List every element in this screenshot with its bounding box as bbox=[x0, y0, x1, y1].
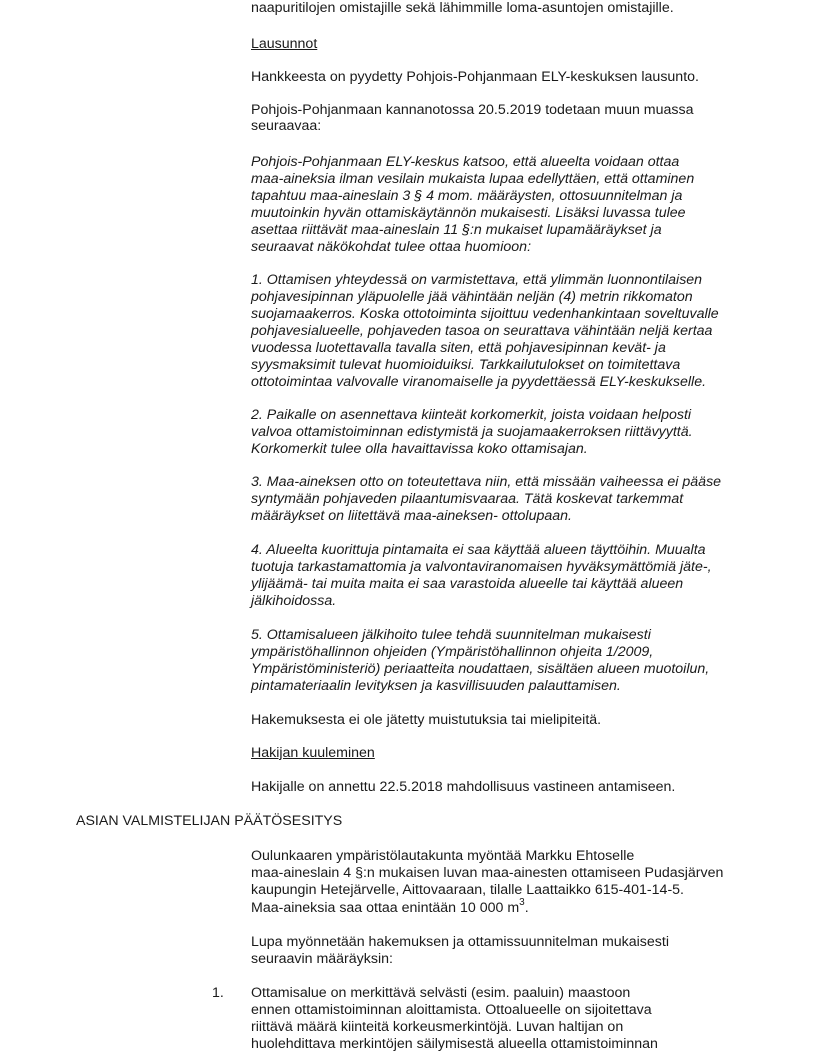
quote-line: tuotuja tarkastamattomia ja valvontaviranomaisen hyväksymättömiä jäte-, bbox=[251, 559, 712, 575]
quote-line: pohjavesipinnan yläpuolelle jää vähintään neljän (4) metrin rikkomaton bbox=[251, 289, 693, 305]
quote-line: Ympäristöministeriö) periaatteita noudattaen, sisältäen alueen muotoilun, bbox=[251, 661, 710, 677]
quote-line: seuraavat näkökohdat tulee ottaa huomioon: bbox=[251, 239, 532, 255]
quote-line: asettaa riittävät maa-aineslain 11 §:n mukaiset lupamääräykset ja bbox=[251, 222, 662, 238]
lausunto-request: Hankkeesta on pyydetty Pohjois-Pohjanmaan ELY-keskuksen lausunto. bbox=[251, 69, 699, 85]
section-heading-lausunnot: Lausunnot bbox=[251, 36, 318, 52]
sentence-end: . bbox=[524, 900, 529, 916]
paragraph-line: seuraavin määräyksin: bbox=[251, 951, 393, 967]
volume-text: Maa-aineksia saa ottaa enintään 10 000 m bbox=[251, 900, 520, 916]
paragraph-line: Lupa myönnetään hakemuksen ja ottamissuunnitelman mukaisesti bbox=[251, 934, 669, 950]
quote-line: pintamateriaalin levityksen ja kasvillisuuden palauttamisen. bbox=[251, 678, 621, 694]
condition-number: 1. bbox=[212, 985, 224, 1001]
unit-superscript: 3 bbox=[519, 897, 525, 909]
quote-line: 1. Ottamisen yhteydessä on varmistettava, että ylimmän luonnontilaisen bbox=[251, 272, 703, 288]
section-heading-paatosesitys: ASIAN VALMISTELIJAN PÄÄTÖSESITYS bbox=[76, 813, 343, 829]
quote-line: 5. Ottamisalueen jälkihoito tulee tehdä suunnitelman mukaisesti bbox=[251, 627, 651, 643]
quote-line: syysmaksimit tulevat huomioiduiksi. Tarkkailutulokset on toimitettava bbox=[251, 357, 681, 373]
paragraph-line bbox=[251, 897, 529, 917]
intro-tail: naapuritilojen omistajille sekä lähimmille loma-asuntojen omistajille. bbox=[251, 0, 674, 16]
quote-line: maa-aineksia ilman vesilain mukaista lupaa edellyttäen, että ottaminen bbox=[251, 171, 695, 187]
quote-line: 4. Alueelta kuorittuja pintamaita ei saa käyttää alueen täyttöihin. Muualta bbox=[251, 542, 706, 558]
section-heading-kuuleminen: Hakijan kuuleminen bbox=[251, 745, 375, 761]
quote-line: pohjavesialueelle, pohjaveden tasoa on seurattava vähintään neljä kertaa bbox=[251, 323, 713, 339]
paragraph-line: kaupungin Hetejärvelle, Aittovaaraan, tilalle Laattaikko 615-401-14-5. bbox=[251, 882, 684, 898]
quote-line: määräykset on liitettävä maa-aineksen- ottolupaan. bbox=[251, 508, 572, 524]
quote-line: syntymään pohjaveden pilaantumisvaaraa. Tätä koskevat tarkemmat bbox=[251, 491, 684, 507]
quote-line: Pohjois-Pohjanmaan ELY-keskus katsoo, että alueelta voidaan ottaa bbox=[251, 154, 680, 170]
quote-line: Korkomerkit tulee olla havaittavissa koko ottamisajan. bbox=[251, 441, 588, 457]
quote-line: ottotoimintaa valvovalle viranomaiselle ja pyydettäessä ELY-keskukselle. bbox=[251, 374, 707, 390]
quote-line: suojamaakerros. Koska ottotoiminta sijoittuu vedenhankintaan soveltuvalle bbox=[251, 306, 719, 322]
quote-line: 3. Maa-aineksen otto on toteutettava niin, että missään vaiheessa ei pääse bbox=[251, 474, 722, 490]
quote-line: ylijäämä- tai muita maita ei saa varastoida alueelle tai käyttää alueen bbox=[251, 576, 684, 592]
paragraph-line: ennen ottamistoiminnan aloittamista. Ottoalueelle on sijoitettava bbox=[251, 1002, 652, 1018]
quote-line: muutoinkin hyvän ottamiskäytännön mukaisesti. Lisäksi luvassa tulee bbox=[251, 205, 686, 221]
paragraph-line: Ottamisalue on merkittävä selvästi (esim. paaluin) maastoon bbox=[251, 985, 631, 1001]
paragraph-line: Pohjois-Pohjanmaan kannanotossa 20.5.2019 todetaan muun muassa bbox=[251, 102, 694, 118]
paragraph-line: riittävä määrä kiinteitä korkeusmerkintöjä. Luvan haltijan on bbox=[251, 1019, 624, 1035]
quote-line: 2. Paikalle on asennettava kiinteät korkomerkit, joista voidaan helposti bbox=[251, 407, 692, 423]
quote-line: tapahtuu maa-aineslain 3 § 4 mom. määräysten, ottosuunnitelman ja bbox=[251, 188, 683, 204]
quote-line: valvoa ottamistoiminnan edistymistä ja suojamaakerroksen riittävyyttä. bbox=[251, 424, 693, 440]
kuuleminen-text: Hakijalle on annettu 22.5.2018 mahdollisuus vastineen antamiseen. bbox=[251, 779, 676, 795]
quote-line: ympäristöhallinnon ohjeiden (Ympäristöhallinnon ohjeita 1/2009, bbox=[251, 644, 654, 660]
paragraph-line: Oulunkaaren ympäristölautakunta myöntää Markku Ehtoselle bbox=[251, 848, 635, 864]
paragraph-line: huolehdittava merkintöjen säilymisestä alueella ottamistoiminnan bbox=[251, 1036, 658, 1052]
no-objections-text: Hakemuksesta ei ole jätetty muistutuksia tai mielipiteitä. bbox=[251, 712, 602, 728]
paragraph-line: seuraavaa: bbox=[251, 118, 322, 134]
quote-line: jälkihoidossa. bbox=[251, 593, 337, 609]
paragraph-line: maa-aineslain 4 §:n mukaisen luvan maa-ainesten ottamiseen Pudasjärven bbox=[251, 865, 724, 881]
quote-line: vuodessa luotettavalla tavalla siten, että pohjavesipinnan kevät- ja bbox=[251, 340, 666, 356]
